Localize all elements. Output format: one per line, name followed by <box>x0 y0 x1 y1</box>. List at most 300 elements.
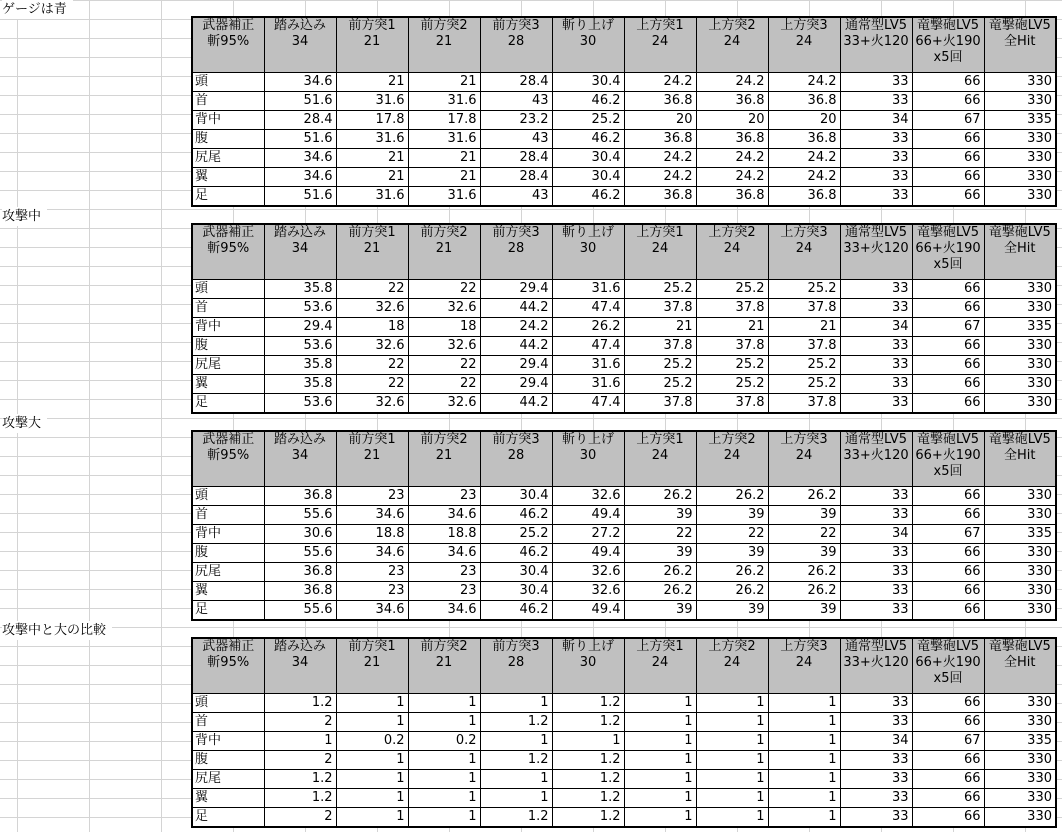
value-cell[interactable]: 24.2 <box>768 149 840 168</box>
value-cell[interactable]: 46.2 <box>552 92 624 111</box>
value-cell[interactable]: 28.4 <box>264 111 336 130</box>
value-cell[interactable]: 36.8 <box>264 487 336 506</box>
part-cell[interactable]: 腹 <box>192 130 264 149</box>
value-cell[interactable]: 66 <box>912 187 984 207</box>
value-cell[interactable]: 55.6 <box>264 601 336 621</box>
value-cell[interactable]: 28.4 <box>480 73 552 92</box>
value-cell[interactable]: 335 <box>984 732 1056 751</box>
value-cell[interactable]: 39 <box>624 506 696 525</box>
value-cell[interactable]: 1 <box>408 751 480 770</box>
value-cell[interactable]: 1 <box>336 713 408 732</box>
value-cell[interactable]: 33 <box>840 73 912 92</box>
value-cell[interactable]: 1.2 <box>264 694 336 713</box>
value-cell[interactable]: 1 <box>336 789 408 808</box>
value-cell[interactable]: 24.2 <box>624 149 696 168</box>
value-cell[interactable]: 35.8 <box>264 280 336 299</box>
header-cell[interactable] <box>696 431 768 487</box>
part-cell[interactable]: 頭 <box>192 73 264 92</box>
value-cell[interactable]: 31.6 <box>552 280 624 299</box>
value-cell[interactable]: 34.6 <box>408 506 480 525</box>
damage-table[interactable] <box>191 637 1057 828</box>
value-cell[interactable]: 1 <box>768 751 840 770</box>
header-cell[interactable] <box>408 17 480 73</box>
value-cell[interactable]: 330 <box>984 544 1056 563</box>
header-cell[interactable] <box>480 17 552 73</box>
value-cell[interactable]: 39 <box>768 601 840 621</box>
value-cell[interactable]: 26.2 <box>696 487 768 506</box>
value-cell[interactable]: 34.6 <box>336 544 408 563</box>
value-cell[interactable]: 1 <box>624 751 696 770</box>
value-cell[interactable]: 30.4 <box>480 563 552 582</box>
part-cell[interactable]: 翼 <box>192 168 264 187</box>
value-cell[interactable]: 17.8 <box>336 111 408 130</box>
value-cell[interactable]: 37.8 <box>624 299 696 318</box>
part-cell[interactable]: 尻尾 <box>192 563 264 582</box>
value-cell[interactable]: 33 <box>840 130 912 149</box>
value-cell[interactable]: 31.6 <box>336 92 408 111</box>
part-cell[interactable]: 首 <box>192 299 264 318</box>
value-cell[interactable]: 21 <box>336 149 408 168</box>
value-cell[interactable]: 1 <box>480 694 552 713</box>
value-cell[interactable]: 1.2 <box>552 770 624 789</box>
part-cell[interactable]: 尻尾 <box>192 356 264 375</box>
value-cell[interactable]: 30.4 <box>552 149 624 168</box>
value-cell[interactable]: 1 <box>696 789 768 808</box>
value-cell[interactable]: 25.2 <box>696 280 768 299</box>
value-cell[interactable]: 30.6 <box>264 525 336 544</box>
value-cell[interactable]: 26.2 <box>624 563 696 582</box>
value-cell[interactable]: 22 <box>408 375 480 394</box>
value-cell[interactable]: 36.8 <box>696 130 768 149</box>
header-cell[interactable] <box>336 431 408 487</box>
header-cell[interactable] <box>696 17 768 73</box>
value-cell[interactable]: 1 <box>624 732 696 751</box>
value-cell[interactable]: 66 <box>912 375 984 394</box>
value-cell[interactable]: 66 <box>912 770 984 789</box>
value-cell[interactable]: 31.6 <box>552 375 624 394</box>
value-cell[interactable]: 0.2 <box>336 732 408 751</box>
value-cell[interactable]: 33 <box>840 751 912 770</box>
value-cell[interactable]: 330 <box>984 601 1056 621</box>
value-cell[interactable]: 330 <box>984 299 1056 318</box>
value-cell[interactable]: 53.6 <box>264 337 336 356</box>
value-cell[interactable]: 1.2 <box>480 751 552 770</box>
value-cell[interactable]: 39 <box>768 544 840 563</box>
value-cell[interactable]: 1.2 <box>552 789 624 808</box>
value-cell[interactable]: 32.6 <box>408 337 480 356</box>
value-cell[interactable]: 1.2 <box>264 789 336 808</box>
part-cell[interactable]: 翼 <box>192 375 264 394</box>
value-cell[interactable]: 1 <box>696 808 768 828</box>
header-cell[interactable] <box>624 17 696 73</box>
header-cell[interactable] <box>624 638 696 694</box>
value-cell[interactable]: 25.2 <box>696 375 768 394</box>
value-cell[interactable]: 1 <box>336 770 408 789</box>
value-cell[interactable]: 36.8 <box>768 130 840 149</box>
value-cell[interactable]: 330 <box>984 563 1056 582</box>
part-cell[interactable]: 頭 <box>192 280 264 299</box>
value-cell[interactable]: 31.6 <box>336 187 408 207</box>
value-cell[interactable]: 34.6 <box>336 601 408 621</box>
header-cell[interactable] <box>408 638 480 694</box>
value-cell[interactable]: 43 <box>480 187 552 207</box>
header-cell[interactable] <box>840 17 912 73</box>
value-cell[interactable]: 26.2 <box>624 487 696 506</box>
value-cell[interactable]: 66 <box>912 149 984 168</box>
value-cell[interactable]: 23 <box>336 563 408 582</box>
part-cell[interactable]: 頭 <box>192 694 264 713</box>
value-cell[interactable]: 46.2 <box>552 130 624 149</box>
value-cell[interactable]: 36.8 <box>768 187 840 207</box>
value-cell[interactable]: 330 <box>984 280 1056 299</box>
value-cell[interactable]: 32.6 <box>336 299 408 318</box>
value-cell[interactable]: 33 <box>840 92 912 111</box>
part-cell[interactable]: 翼 <box>192 789 264 808</box>
part-cell[interactable]: 足 <box>192 187 264 207</box>
value-cell[interactable]: 1 <box>408 789 480 808</box>
value-cell[interactable]: 22 <box>696 525 768 544</box>
value-cell[interactable]: 26.2 <box>624 582 696 601</box>
value-cell[interactable]: 1 <box>696 694 768 713</box>
value-cell[interactable]: 335 <box>984 525 1056 544</box>
value-cell[interactable]: 25.2 <box>768 375 840 394</box>
value-cell[interactable]: 44.2 <box>480 394 552 414</box>
value-cell[interactable]: 1 <box>408 770 480 789</box>
value-cell[interactable]: 335 <box>984 318 1056 337</box>
header-cell[interactable] <box>912 224 984 280</box>
part-cell[interactable]: 腹 <box>192 544 264 563</box>
value-cell[interactable]: 26.2 <box>768 487 840 506</box>
value-cell[interactable]: 21 <box>336 168 408 187</box>
value-cell[interactable]: 31.6 <box>336 130 408 149</box>
part-cell[interactable]: 背中 <box>192 318 264 337</box>
value-cell[interactable]: 20 <box>768 111 840 130</box>
header-cell[interactable] <box>408 431 480 487</box>
value-cell[interactable]: 33 <box>840 544 912 563</box>
value-cell[interactable]: 330 <box>984 713 1056 732</box>
value-cell[interactable]: 21 <box>408 149 480 168</box>
value-cell[interactable]: 34 <box>840 318 912 337</box>
value-cell[interactable]: 34.6 <box>408 544 480 563</box>
value-cell[interactable]: 1 <box>696 732 768 751</box>
value-cell[interactable]: 39 <box>696 506 768 525</box>
value-cell[interactable]: 33 <box>840 394 912 414</box>
part-cell[interactable]: 尻尾 <box>192 770 264 789</box>
damage-table[interactable] <box>191 223 1057 414</box>
value-cell[interactable]: 33 <box>840 713 912 732</box>
part-cell[interactable]: 足 <box>192 601 264 621</box>
value-cell[interactable]: 30.4 <box>480 487 552 506</box>
value-cell[interactable]: 1.2 <box>552 751 624 770</box>
header-cell[interactable] <box>336 224 408 280</box>
header-cell[interactable] <box>840 431 912 487</box>
value-cell[interactable]: 31.6 <box>408 92 480 111</box>
value-cell[interactable]: 37.8 <box>696 337 768 356</box>
value-cell[interactable]: 330 <box>984 73 1056 92</box>
value-cell[interactable]: 330 <box>984 394 1056 414</box>
value-cell[interactable]: 26.2 <box>696 582 768 601</box>
part-cell[interactable]: 首 <box>192 92 264 111</box>
value-cell[interactable]: 1 <box>408 713 480 732</box>
value-cell[interactable]: 29.4 <box>480 280 552 299</box>
value-cell[interactable]: 49.4 <box>552 601 624 621</box>
value-cell[interactable]: 46.2 <box>480 601 552 621</box>
value-cell[interactable]: 28.4 <box>480 149 552 168</box>
value-cell[interactable]: 1 <box>624 808 696 828</box>
value-cell[interactable]: 66 <box>912 751 984 770</box>
value-cell[interactable]: 21 <box>336 73 408 92</box>
header-cell[interactable] <box>264 17 336 73</box>
value-cell[interactable]: 36.8 <box>624 130 696 149</box>
value-cell[interactable]: 1 <box>768 732 840 751</box>
value-cell[interactable]: 36.8 <box>624 187 696 207</box>
value-cell[interactable]: 1 <box>696 770 768 789</box>
part-cell[interactable]: 首 <box>192 713 264 732</box>
part-cell[interactable]: 足 <box>192 394 264 414</box>
value-cell[interactable]: 34.6 <box>264 149 336 168</box>
value-cell[interactable]: 67 <box>912 732 984 751</box>
value-cell[interactable]: 43 <box>480 130 552 149</box>
value-cell[interactable]: 39 <box>624 544 696 563</box>
value-cell[interactable]: 335 <box>984 111 1056 130</box>
value-cell[interactable]: 25.2 <box>552 111 624 130</box>
value-cell[interactable]: 66 <box>912 73 984 92</box>
value-cell[interactable]: 22 <box>336 356 408 375</box>
value-cell[interactable]: 66 <box>912 280 984 299</box>
header-cell[interactable] <box>696 224 768 280</box>
value-cell[interactable]: 1 <box>768 694 840 713</box>
value-cell[interactable]: 66 <box>912 92 984 111</box>
value-cell[interactable]: 33 <box>840 375 912 394</box>
value-cell[interactable]: 330 <box>984 808 1056 828</box>
value-cell[interactable]: 66 <box>912 487 984 506</box>
value-cell[interactable]: 32.6 <box>408 394 480 414</box>
value-cell[interactable]: 49.4 <box>552 506 624 525</box>
value-cell[interactable]: 49.4 <box>552 544 624 563</box>
value-cell[interactable]: 33 <box>840 280 912 299</box>
value-cell[interactable]: 36.8 <box>768 92 840 111</box>
value-cell[interactable]: 29.4 <box>480 375 552 394</box>
value-cell[interactable]: 33 <box>840 789 912 808</box>
header-cell-weapon-mod[interactable] <box>192 17 264 73</box>
value-cell[interactable]: 22 <box>624 525 696 544</box>
value-cell[interactable]: 25.2 <box>696 356 768 375</box>
value-cell[interactable]: 66 <box>912 299 984 318</box>
header-cell[interactable] <box>624 431 696 487</box>
value-cell[interactable]: 66 <box>912 789 984 808</box>
header-cell[interactable] <box>408 224 480 280</box>
value-cell[interactable]: 55.6 <box>264 544 336 563</box>
header-cell[interactable] <box>336 638 408 694</box>
value-cell[interactable]: 1.2 <box>264 770 336 789</box>
value-cell[interactable]: 32.6 <box>408 299 480 318</box>
header-cell[interactable] <box>480 431 552 487</box>
value-cell[interactable]: 30.4 <box>552 168 624 187</box>
header-cell[interactable] <box>912 17 984 73</box>
value-cell[interactable]: 23 <box>408 487 480 506</box>
value-cell[interactable]: 55.6 <box>264 506 336 525</box>
value-cell[interactable]: 1 <box>480 732 552 751</box>
value-cell[interactable]: 67 <box>912 318 984 337</box>
header-cell[interactable] <box>552 431 624 487</box>
value-cell[interactable]: 1 <box>336 808 408 828</box>
value-cell[interactable]: 18 <box>408 318 480 337</box>
value-cell[interactable]: 39 <box>624 601 696 621</box>
value-cell[interactable]: 25.2 <box>480 525 552 544</box>
value-cell[interactable]: 25.2 <box>768 280 840 299</box>
value-cell[interactable]: 32.6 <box>336 337 408 356</box>
value-cell[interactable]: 33 <box>840 563 912 582</box>
header-cell[interactable] <box>984 224 1056 280</box>
value-cell[interactable]: 26.2 <box>552 318 624 337</box>
value-cell[interactable]: 22 <box>408 356 480 375</box>
value-cell[interactable]: 34.6 <box>264 168 336 187</box>
value-cell[interactable]: 33 <box>840 487 912 506</box>
value-cell[interactable]: 33 <box>840 299 912 318</box>
value-cell[interactable]: 1 <box>768 770 840 789</box>
value-cell[interactable]: 2 <box>264 808 336 828</box>
part-cell[interactable]: 首 <box>192 506 264 525</box>
value-cell[interactable]: 22 <box>336 280 408 299</box>
value-cell[interactable]: 51.6 <box>264 130 336 149</box>
value-cell[interactable]: 330 <box>984 168 1056 187</box>
value-cell[interactable]: 37.8 <box>696 394 768 414</box>
header-cell[interactable] <box>336 17 408 73</box>
value-cell[interactable]: 67 <box>912 525 984 544</box>
value-cell[interactable]: 34 <box>840 525 912 544</box>
value-cell[interactable]: 44.2 <box>480 299 552 318</box>
header-cell[interactable] <box>480 224 552 280</box>
part-cell[interactable]: 腹 <box>192 751 264 770</box>
header-cell[interactable] <box>984 431 1056 487</box>
value-cell[interactable]: 21 <box>624 318 696 337</box>
value-cell[interactable]: 1 <box>768 713 840 732</box>
value-cell[interactable]: 24.2 <box>480 318 552 337</box>
header-cell[interactable] <box>696 638 768 694</box>
header-cell[interactable] <box>480 638 552 694</box>
value-cell[interactable]: 36.8 <box>624 92 696 111</box>
value-cell[interactable]: 66 <box>912 394 984 414</box>
value-cell[interactable]: 44.2 <box>480 337 552 356</box>
value-cell[interactable]: 33 <box>840 168 912 187</box>
value-cell[interactable]: 330 <box>984 149 1056 168</box>
part-cell[interactable]: 足 <box>192 808 264 828</box>
value-cell[interactable]: 33 <box>840 187 912 207</box>
value-cell[interactable]: 22 <box>336 375 408 394</box>
part-cell[interactable]: 尻尾 <box>192 149 264 168</box>
part-cell[interactable]: 頭 <box>192 487 264 506</box>
value-cell[interactable]: 330 <box>984 356 1056 375</box>
value-cell[interactable]: 1 <box>408 808 480 828</box>
value-cell[interactable]: 66 <box>912 563 984 582</box>
value-cell[interactable]: 2 <box>264 713 336 732</box>
value-cell[interactable]: 33 <box>840 694 912 713</box>
header-cell[interactable] <box>840 638 912 694</box>
value-cell[interactable]: 24.2 <box>624 168 696 187</box>
header-cell[interactable] <box>552 224 624 280</box>
header-cell[interactable] <box>768 17 840 73</box>
value-cell[interactable]: 1 <box>768 789 840 808</box>
value-cell[interactable]: 32.6 <box>336 394 408 414</box>
value-cell[interactable]: 46.2 <box>552 187 624 207</box>
value-cell[interactable]: 37.8 <box>624 337 696 356</box>
header-cell[interactable] <box>624 224 696 280</box>
value-cell[interactable]: 37.8 <box>768 299 840 318</box>
value-cell[interactable]: 1 <box>552 732 624 751</box>
value-cell[interactable]: 43 <box>480 92 552 111</box>
value-cell[interactable]: 46.2 <box>480 544 552 563</box>
value-cell[interactable]: 1 <box>336 694 408 713</box>
value-cell[interactable]: 330 <box>984 130 1056 149</box>
value-cell[interactable]: 32.6 <box>552 563 624 582</box>
value-cell[interactable]: 330 <box>984 694 1056 713</box>
value-cell[interactable]: 1 <box>768 808 840 828</box>
value-cell[interactable]: 25.2 <box>624 375 696 394</box>
damage-table[interactable] <box>191 430 1057 621</box>
value-cell[interactable]: 1 <box>408 694 480 713</box>
value-cell[interactable]: 23 <box>408 582 480 601</box>
value-cell[interactable]: 1.2 <box>480 808 552 828</box>
value-cell[interactable]: 20 <box>696 111 768 130</box>
value-cell[interactable]: 66 <box>912 506 984 525</box>
value-cell[interactable]: 26.2 <box>768 582 840 601</box>
value-cell[interactable]: 24.2 <box>696 73 768 92</box>
value-cell[interactable]: 35.8 <box>264 375 336 394</box>
part-cell[interactable]: 背中 <box>192 525 264 544</box>
value-cell[interactable]: 18 <box>336 318 408 337</box>
header-cell[interactable] <box>768 224 840 280</box>
value-cell[interactable]: 39 <box>696 601 768 621</box>
value-cell[interactable]: 66 <box>912 544 984 563</box>
value-cell[interactable]: 66 <box>912 582 984 601</box>
header-cell[interactable] <box>768 431 840 487</box>
value-cell[interactable]: 37.8 <box>624 394 696 414</box>
value-cell[interactable]: 66 <box>912 601 984 621</box>
header-cell-weapon-mod[interactable] <box>192 224 264 280</box>
value-cell[interactable]: 1 <box>624 713 696 732</box>
value-cell[interactable]: 29.4 <box>264 318 336 337</box>
value-cell[interactable]: 51.6 <box>264 187 336 207</box>
value-cell[interactable]: 33 <box>840 601 912 621</box>
header-cell[interactable] <box>912 638 984 694</box>
value-cell[interactable]: 21 <box>696 318 768 337</box>
value-cell[interactable]: 330 <box>984 582 1056 601</box>
damage-table[interactable] <box>191 16 1057 207</box>
value-cell[interactable]: 36.8 <box>264 582 336 601</box>
header-cell-weapon-mod[interactable] <box>192 431 264 487</box>
value-cell[interactable]: 34 <box>840 111 912 130</box>
value-cell[interactable]: 1.2 <box>552 694 624 713</box>
value-cell[interactable]: 330 <box>984 187 1056 207</box>
value-cell[interactable]: 23 <box>336 582 408 601</box>
value-cell[interactable]: 24.2 <box>768 73 840 92</box>
header-cell-weapon-mod[interactable] <box>192 638 264 694</box>
value-cell[interactable]: 33 <box>840 506 912 525</box>
value-cell[interactable]: 36.8 <box>696 92 768 111</box>
value-cell[interactable]: 66 <box>912 130 984 149</box>
part-cell[interactable]: 背中 <box>192 111 264 130</box>
header-cell[interactable] <box>768 638 840 694</box>
header-cell[interactable] <box>552 638 624 694</box>
value-cell[interactable]: 1 <box>480 789 552 808</box>
value-cell[interactable]: 25.2 <box>624 280 696 299</box>
value-cell[interactable]: 53.6 <box>264 299 336 318</box>
value-cell[interactable]: 47.4 <box>552 299 624 318</box>
value-cell[interactable]: 23 <box>408 563 480 582</box>
header-cell[interactable] <box>984 17 1056 73</box>
value-cell[interactable]: 28.4 <box>480 168 552 187</box>
value-cell[interactable]: 1 <box>624 789 696 808</box>
